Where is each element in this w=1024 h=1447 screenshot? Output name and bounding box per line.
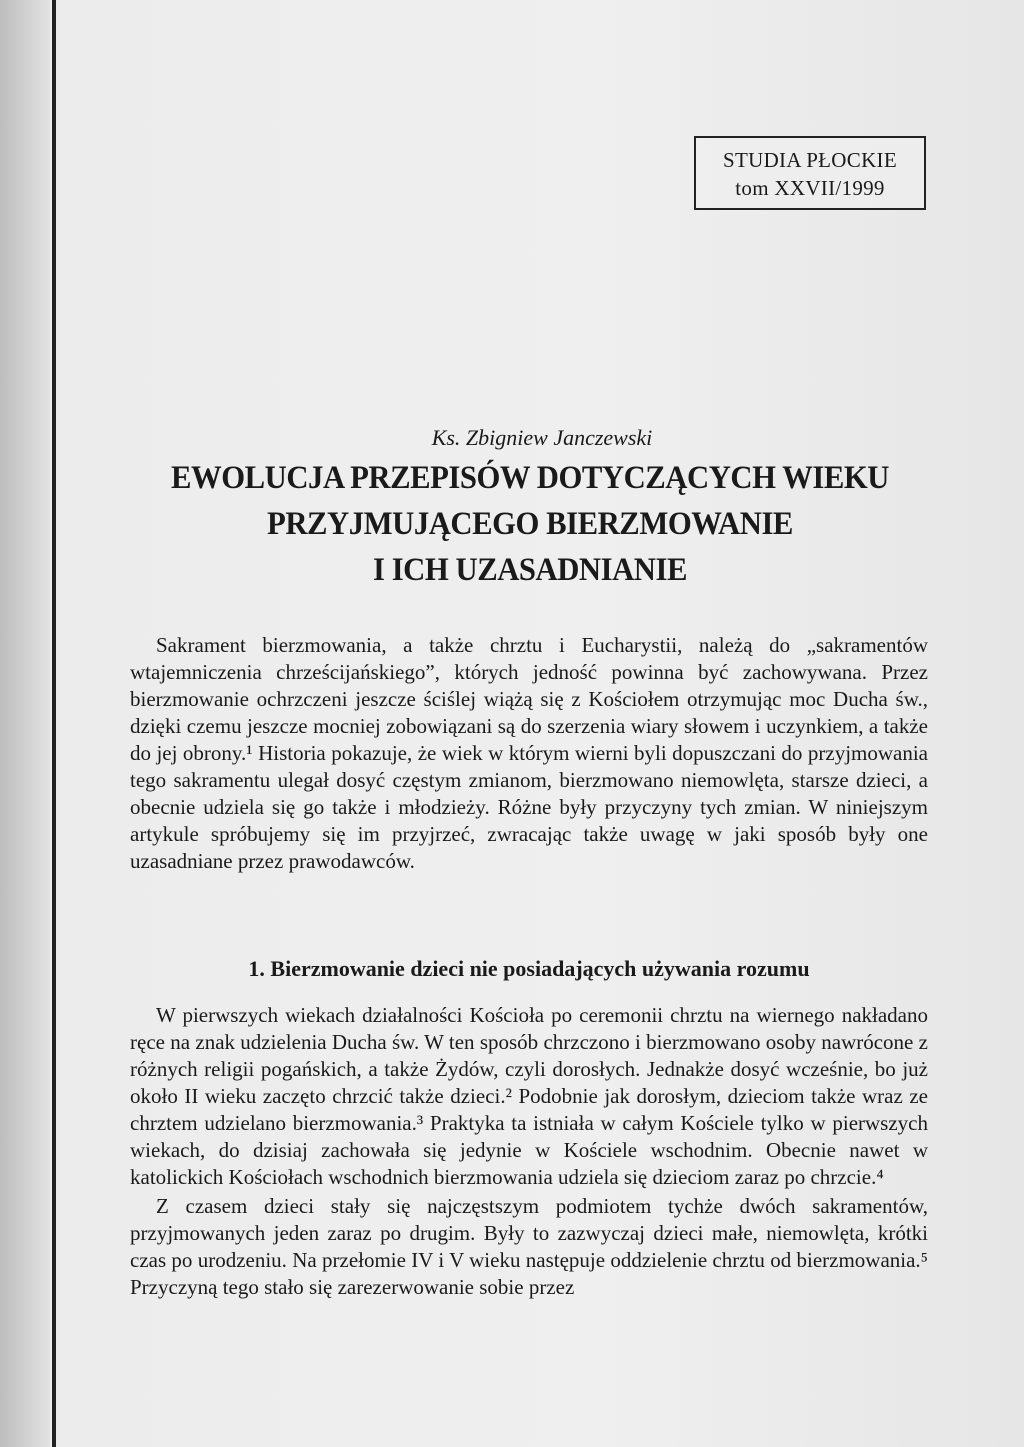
article-title <box>149 455 912 593</box>
binding-edge <box>52 0 56 1447</box>
title-line: PRZYJMUJĄCEGO BIERZMOWANIE <box>267 506 793 542</box>
section-heading: 1. Bierzmowanie dzieci nie posiadających używania rozumu <box>248 956 810 981</box>
title-line: EWOLUCJA PRZEPISÓW DOTYCZĄCYCH WIEKU <box>171 460 889 496</box>
author-name: Ks. Zbigniew Janczewski <box>431 425 653 450</box>
title-line: I ICH UZASADNIANIE <box>373 552 687 588</box>
journal-name: STUDIA PŁOCKIE <box>723 148 897 172</box>
journal-volume: tom XXVII/1999 <box>735 176 885 200</box>
body-paragraph: Z czasem dzieci stały się najczęstszym podmiotem tychże dwóch sakramentów, przyjmowanych jeden zaraz po drugim. Były to zazwyczaj dzieci małe, niemowlęta, krótki czas po urodzeniu. Na przełomie IV i V wieku następuje oddzielenie chrztu od bierzmowania.⁵ Przyczyną tego stało się zarezerwowanie sobie przez <box>130 1194 928 1299</box>
binding-shadow <box>0 0 50 1447</box>
intro-section <box>130 632 928 875</box>
intro-paragraph: Sakrament bierzmowania, a także chrztu i Eucharystii, należą do „sakramentów wtajemniczenia chrześcijańskiego”, których jedność powinna być zachowywana. Przez bierzmowanie ochrzczeni jeszcze ściślej wiążą się z Kościołem otrzymując moc Ducha św., dzięki czemu jeszcze mocniej zobowiązani są do szerzenia wiary słowem i uczynkiem, a także do jej obrony.¹ Historia pokazuje, że wiek w którym wierni byli dopuszczani do przyjmowania tego sakramentu ulegał dosyć częstym zmianom, bierzmowano niemowlęta, starsze dzieci, a obecnie udziela się go także i młodzieży. Różne były przyczyny tych zmian. W niniejszym artykule spróbujemy się im przyjrzeć, zwracając także uwagę w jaki sposób były one uzasadniane przez prawodawców. <box>130 633 928 873</box>
journal-box <box>694 136 926 210</box>
section-body <box>130 1002 928 1301</box>
body-paragraph: W pierwszych wiekach działalności Kościoła po ceremonii chrztu na wiernego nakładano ręce na znak udzielenia Ducha św. W ten sposób chrzczono i bierzmowano osoby nawrócone z różnych religii pogańskich, a także Żydów, czyli dorosłych. Jednakże dosyć wcześnie, bo już około II wieku zaczęto chrzcić także dzieci.² Podobnie jak dorosłym, dzieciom także wraz ze chrztem udzielano bierzmowania.³ Praktyka ta istniała w całym Kościele tylko w pierwszych wiekach, do dzisiaj zachowała się jedynie w Kościele wschodnim. Obecnie nawet w katolickich Kościołach wschodnich bierzmowania udziela się dzieciom zaraz po chrzcie.⁴ <box>130 1003 928 1189</box>
